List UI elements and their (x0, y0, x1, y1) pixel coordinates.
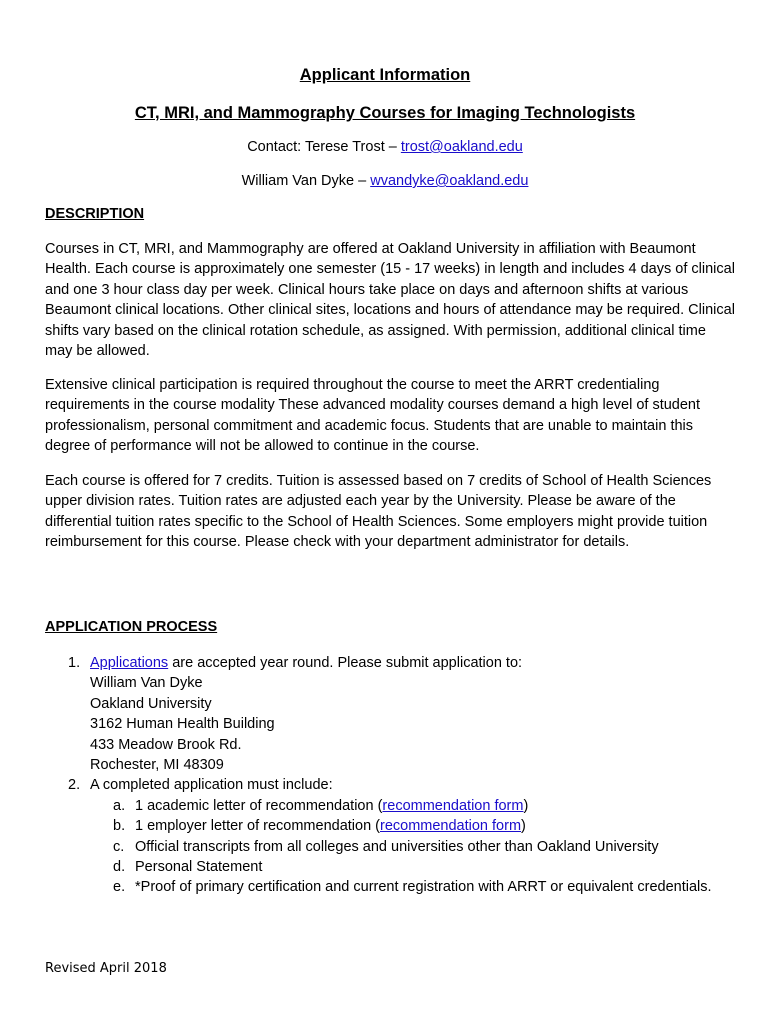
item-1-text: are accepted year round. Please submit application to: (168, 655, 523, 671)
sub-item-d (90, 857, 738, 877)
sub-text: 1 employer letter of recommendation ( (135, 818, 380, 835)
sub-text-end: ) (521, 818, 526, 835)
description-paragraph-2: Extensive clinical participation is required throughout the course to meet the ARRT credentialing requirements in the course modality These advanced modality courses demand a high level of student professionalism, personal commitment and academic focus. Students that are unable to maintain this degree of performance will not be allowed to continue in the course. (45, 377, 701, 455)
sub-text: Official transcripts from all colleges and universities other than Oakland University (135, 838, 659, 855)
address-line: 3162 Human Health Building (90, 716, 275, 733)
recommendation-form-link[interactable]: recommendation form (380, 818, 522, 835)
address-line: Oakland University (90, 695, 212, 712)
page-title: Applicant Information (299, 66, 471, 84)
item-2-text: A completed application must include: (90, 777, 333, 794)
sub-text-end: ) (523, 797, 529, 814)
list-number: 1. (68, 655, 81, 671)
requirements-sublist (90, 796, 738, 898)
sub-text: Personal Statement (135, 859, 263, 876)
sub-text: *Proof of primary certification and current registration with ARRT or equivalent credentials. (135, 879, 712, 896)
description-heading: DESCRIPTION (45, 206, 145, 222)
contact-1-label: Contact: Terese Trost – (247, 139, 401, 155)
sub-text: 1 academic letter of recommendation ( (135, 797, 383, 814)
sub-letter: a. (113, 797, 126, 814)
list-item-1 (68, 653, 738, 775)
sub-item-b (90, 816, 738, 836)
sub-item-e (90, 877, 738, 897)
sub-item-c (90, 837, 738, 857)
contact-line-1 (0, 139, 770, 155)
description-paragraph-3: Each course is offered for 7 credits. Tuition is assessed based on 7 credits of School of Health Sciences upper division rates. Tuition rates are adjusted each year by the University. Please be aware of the differential tuition rates specific to the School of Health Sciences. Some employers might provide tuition reimbursement for this course. Please check with your department administrator for details. (45, 473, 712, 551)
address-line: Rochester, MI 48309 (90, 757, 224, 774)
applications-link[interactable]: Applications (90, 655, 169, 671)
application-steps-list (68, 653, 738, 898)
page-subtitle: CT, MRI, and Mammography Courses for Imaging Technologists (134, 104, 636, 122)
contact-line-2 (0, 173, 770, 189)
address-line: 433 Meadow Brook Rd. (90, 736, 242, 753)
list-item-2 (68, 775, 738, 897)
sub-item-a (90, 796, 738, 816)
revision-footer: Revised April 2018 (45, 961, 167, 976)
sub-letter: c. (113, 838, 125, 855)
list-number: 2. (68, 777, 81, 794)
email-link-wvandyke[interactable]: wvandyke@oakland.edu (370, 173, 529, 189)
contact-2-label: William Van Dyke – (241, 173, 371, 189)
sub-letter: d. (113, 859, 126, 876)
email-link-trost[interactable]: trost@oakland.edu (400, 139, 523, 155)
address-line: William Van Dyke (90, 675, 203, 692)
description-paragraph-1: Courses in CT, MRI, and Mammography are offered at Oakland University in affiliation with Beaumont Health. Each course is approximately one semester (15 - 17 weeks) in length and includes 4 days of clinical and one 3 hour class day per week. Clinical hours take place on days and afternoon shifts at various Beaumont clinical locations. Other clinical sites, locations and hours of attendance may be required. Clinical shifts vary based on the clinical rotation schedule, as assigned. With permission, additional clinical time may be allowed. (45, 241, 735, 360)
recommendation-form-link[interactable]: recommendation form (382, 797, 524, 814)
sub-letter: b. (113, 818, 126, 835)
sub-letter: e. (113, 879, 126, 896)
application-process-heading: APPLICATION PROCESS (45, 619, 218, 635)
